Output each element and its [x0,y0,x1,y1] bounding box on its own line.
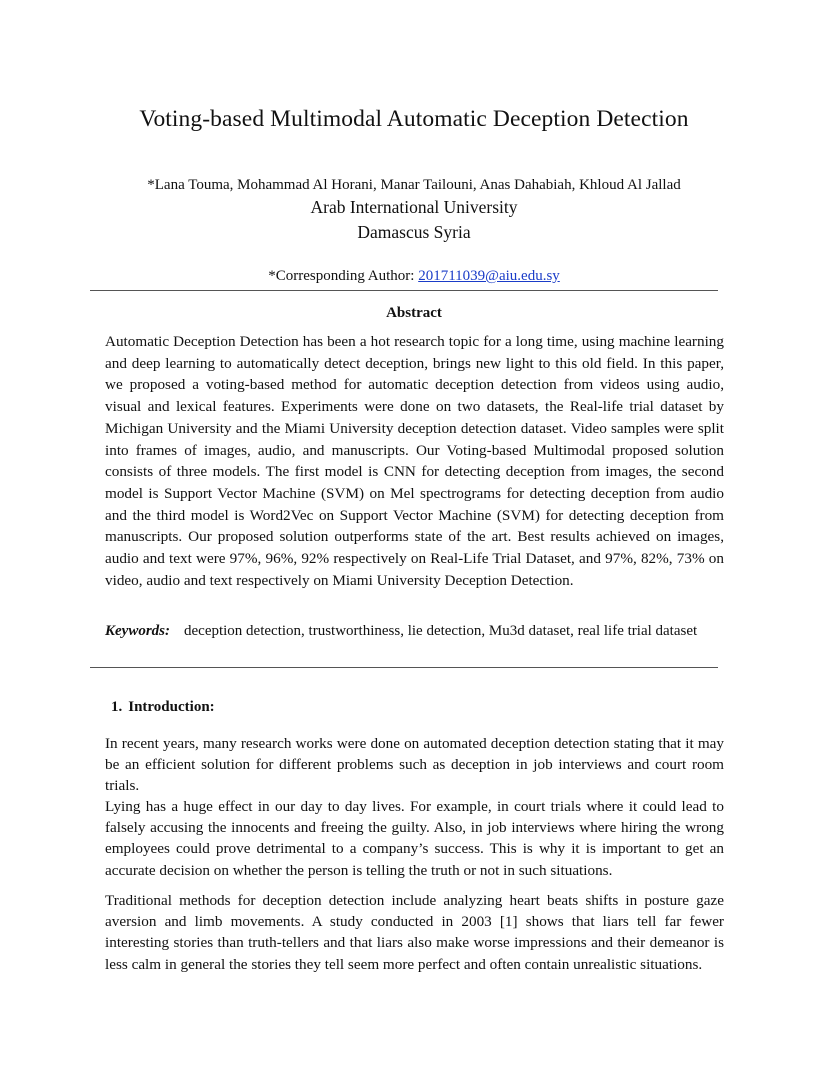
keywords-text: deception detection, trustworthiness, lie detection, Mu3d dataset, real life trial dataset [184,623,698,639]
affiliation-university: Arab International University [310,197,518,217]
abstract-heading: Abstract [386,305,442,321]
keywords [105,620,724,642]
intro-paragraph-1: In recent years, many research works were done on automated deception detection stating that it may be an efficient solution for different problems such as deception in job interviews and court room trials. [105,735,724,795]
section-number: 1. [111,699,123,715]
corresponding-author-label: *Corresponding Author: [268,268,419,284]
keywords-label: Keywords: [105,623,170,639]
intro-paragraph-2: Lying has a huge effect in our day to day lives. For example, in court trials where it could lead to falsely accusing the innocents and freeing the guilty. Also, in job interviews where hiring the wrong employees could prove detrimental to a company’s success. This is why it is important to get an accurate decision on whether the person is telling the truth or not in such situations. [105,798,724,879]
author-list: *Lana Touma, Mohammad Al Horani, Manar Tailouni, Anas Dahabiah, Khloud Al Jallad [147,177,681,193]
affiliation-location: Damascus Syria [357,222,471,242]
corresponding-author [0,266,828,286]
paper-title: Voting-based Multimodal Automatic Deception Detection [139,106,689,132]
section-heading-introduction [111,697,215,717]
abstract-text: Automatic Deception Detection has been a hot research topic for a long time, using machine learning and deep learning to automatically detect deception, brings new light to this old field. In this paper, we proposed a voting-based method for automatic deception detection from videos using audio, visual and lexical features. Experiments were done on two datasets, the Real-life trial dataset by Michigan University and the Miami University deception detection dataset. Video samples were split into frames of images, audio, and manuscripts. Our Voting-based Multimodal proposed solution consists of three models. The first model is CNN for detecting deception from images, the second model is Support Vector Machine (SVM) on Mel spectrograms for detecting deception from audio and the third model is Word2Vec on Support Vector Machine (SVM) for detecting deception from manuscripts. Our proposed solution outperforms state of the art. Best results achieved on images, audio and text were 97%, 96%, 92% respectively on Real-Life Trial Dataset, and 97%, 82%, 73% on video, audio and text respectively on Miami University Deception Detection. [105,333,724,589]
corresponding-email-link[interactable]: 201711039@aiu.edu.sy [418,268,560,284]
divider-top [90,290,718,291]
divider-bottom [90,667,718,668]
section-title: Introduction: [128,699,215,715]
intro-paragraph-3: Traditional methods for deception detection include analyzing heart beats shifts in posture gaze aversion and limb movements. A study conducted in 2003 [1] shows that liars tell far fewer interesting stories than truth-tellers and that liars also make worse impressions and their demeanor is less calm in general the stories they tell seem more perfect and often contain unrealistic situations. [105,892,724,973]
